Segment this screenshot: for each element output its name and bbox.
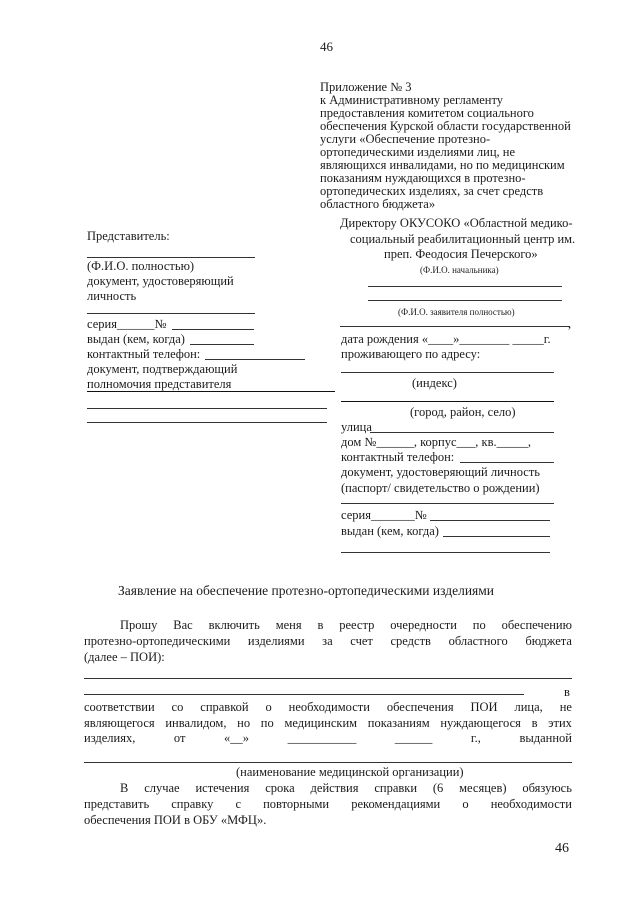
annex-line: областного бюджета» xyxy=(320,197,436,211)
word: г., xyxy=(470,731,481,745)
word: этих xyxy=(548,716,572,730)
word: случае xyxy=(144,781,180,795)
word: соответствии xyxy=(84,700,155,714)
paragraph-line xyxy=(84,634,572,648)
annex-line: Приложение № 3 xyxy=(320,80,412,94)
word: от xyxy=(173,731,186,745)
paragraph-line xyxy=(84,716,572,730)
annex-line: ортопедических изделиях, за счет средств xyxy=(320,184,544,198)
word: за xyxy=(322,634,333,648)
annex-line: к Административному регламенту xyxy=(320,93,504,107)
representative-auth-label: полномочия представителя xyxy=(87,377,232,391)
word: о xyxy=(462,797,469,811)
word: справкой xyxy=(200,700,249,714)
word: лица, xyxy=(514,700,543,714)
word: справки xyxy=(374,781,418,795)
word: по xyxy=(472,618,486,632)
word: «__» xyxy=(224,731,250,745)
series-right-label: серия_______№ xyxy=(341,508,427,522)
fill-line xyxy=(87,257,255,258)
in-word: в xyxy=(564,685,570,699)
word: нуждающегося xyxy=(440,716,521,730)
word: являющегося xyxy=(84,716,155,730)
word: обязуюсь xyxy=(522,781,572,795)
representative-auth-label: документ, подтверждающий xyxy=(87,362,238,376)
fill-line xyxy=(368,286,562,287)
paragraph-line xyxy=(84,797,572,811)
fill-line xyxy=(87,408,327,409)
word: В xyxy=(120,781,129,795)
birth-date-label: дата рождения «____»________ _____г. xyxy=(341,332,551,346)
paragraph-line xyxy=(84,700,572,714)
fill-line xyxy=(87,313,255,314)
paragraph-line: (далее – ПОИ): xyxy=(84,650,165,664)
word: выданной xyxy=(519,731,572,745)
fill-line xyxy=(84,678,572,679)
word: областного xyxy=(448,634,508,648)
director-line: Директору ОКУСОКО «Областной медико- xyxy=(340,216,573,230)
annex-line: обеспечения Курской области государственной xyxy=(320,119,571,133)
representative-series: серия______№ xyxy=(87,317,167,331)
word: протезно-ортопедическими xyxy=(84,634,231,648)
applicant-caption: (Ф.И.О. заявителя полностью) xyxy=(398,307,515,317)
word: но xyxy=(237,716,251,730)
word: истечения xyxy=(195,781,250,795)
word: действия xyxy=(310,781,359,795)
fill-line xyxy=(460,462,554,463)
statement-title: Заявление на обеспечение протезно-ортопедическими изделиями xyxy=(118,583,495,598)
fill-line xyxy=(87,422,327,423)
city-label: (город, район, село) xyxy=(410,405,516,419)
word: показаниям xyxy=(367,716,430,730)
word: включить xyxy=(208,618,260,632)
paragraph-line: обеспечения ПОИ в ОБУ «МФЦ». xyxy=(84,813,267,827)
word: изделиях, xyxy=(84,731,136,745)
index-label: (индекс) xyxy=(412,376,457,390)
word: обеспечению xyxy=(501,618,572,632)
fill-line xyxy=(205,359,305,360)
word: ПОИ xyxy=(470,700,498,714)
street-label: улица xyxy=(341,420,372,434)
id-doc-label: документ, удостоверяющий личность xyxy=(341,465,541,479)
word: не xyxy=(559,700,572,714)
word: Вас xyxy=(173,618,193,632)
phone-right-label: контактный телефон: xyxy=(341,450,455,464)
annex-line: ортопедическими изделиями лиц, не xyxy=(320,145,516,159)
representative-fio-caption: (Ф.И.О. полностью) xyxy=(87,259,195,273)
word: ___________ xyxy=(287,731,357,745)
word: со xyxy=(171,700,184,714)
word: бюджета xyxy=(525,634,572,648)
fill-line xyxy=(368,300,562,301)
house-label: дом №______, корпус___, кв._____, xyxy=(341,435,531,449)
word: инвалидом, xyxy=(165,716,227,730)
word: меня xyxy=(275,618,302,632)
annex-line: услуги «Обеспечение протезно- xyxy=(320,132,491,146)
word: реестр xyxy=(339,618,375,632)
word: в xyxy=(531,716,538,730)
word: необходимости xyxy=(288,700,370,714)
representative-doc-label: личность xyxy=(87,289,137,303)
representative-phone: контактный телефон: xyxy=(87,347,201,361)
representative-doc-label: документ, удостоверяющий xyxy=(87,274,234,288)
word: очередности xyxy=(390,618,457,632)
word: (6 xyxy=(432,781,444,795)
comma: , xyxy=(568,317,572,331)
fill-line xyxy=(341,503,554,504)
word: обеспечения xyxy=(386,700,454,714)
word: с xyxy=(235,797,241,811)
representative-issued: выдан (кем, когда) xyxy=(87,332,185,346)
residence-label: проживающего по адресу: xyxy=(341,347,481,361)
word: по xyxy=(260,716,274,730)
word: медицинским xyxy=(284,716,358,730)
word: месяцев) xyxy=(459,781,507,795)
fill-line xyxy=(84,694,524,695)
director-caption: (Ф.И.О. начальника) xyxy=(420,265,499,275)
org-caption: (наименование медицинской организации) xyxy=(236,765,464,779)
fill-line xyxy=(87,391,335,392)
word: Прошу xyxy=(120,618,158,632)
word: повторными xyxy=(263,797,330,811)
annex-line: предоставления комитетом социального xyxy=(320,106,534,120)
word: о xyxy=(265,700,272,714)
page-number-bottom: 46 xyxy=(555,841,569,856)
word: рекомендациями xyxy=(351,797,441,811)
passport-label: (паспорт/ свидетельство о рождении) xyxy=(341,481,540,495)
fill-line xyxy=(443,536,550,537)
word: необходимости xyxy=(490,797,572,811)
fill-line xyxy=(430,520,550,521)
word: в xyxy=(317,618,324,632)
representative-title: Представитель: xyxy=(87,229,170,243)
fill-line xyxy=(341,552,550,553)
word: представить xyxy=(84,797,150,811)
director-line: социальный реабилитационный центр им. xyxy=(350,232,576,246)
paragraph-line xyxy=(120,781,572,795)
page-number-top: 46 xyxy=(320,39,333,54)
word: срока xyxy=(265,781,295,795)
annex-line: являющихся инвалидами, но по медицинским xyxy=(320,158,565,172)
issued-right-label: выдан (кем, когда) xyxy=(341,524,439,538)
director-line: преп. Феодосия Печерского» xyxy=(384,247,538,261)
word: средств xyxy=(390,634,431,648)
word: справку xyxy=(171,797,214,811)
fill-line xyxy=(341,401,554,402)
fill-line xyxy=(370,432,554,433)
paragraph-line xyxy=(84,731,572,745)
fill-line xyxy=(340,326,570,327)
word: ______ xyxy=(394,731,433,745)
fill-line xyxy=(84,762,572,763)
fill-line xyxy=(190,344,254,345)
word: счет xyxy=(350,634,373,648)
paragraph-line xyxy=(120,618,572,632)
fill-line xyxy=(341,372,554,373)
fill-line xyxy=(172,329,254,330)
word: изделиями xyxy=(247,634,305,648)
annex-line: показаниям нуждающихся в протезно- xyxy=(320,171,526,185)
